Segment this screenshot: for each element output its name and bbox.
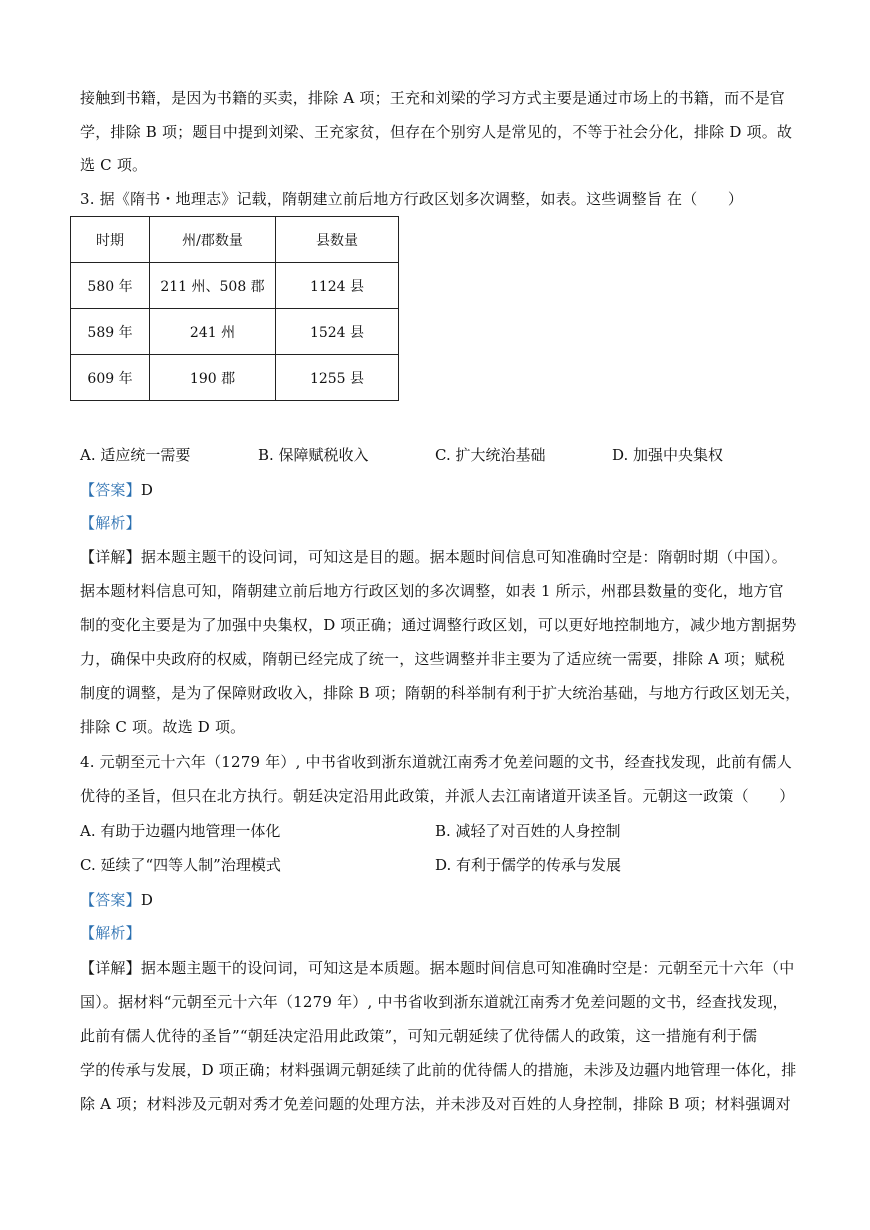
q4-detail-line-5: 除 A 项；材料涉及元朝对秀才免差问题的处理方法，并未涉及对百姓的人身控制，排除 B 项；材料强调对	[80, 1095, 791, 1113]
detail-text: 据本题主题干的设问词，可知这是本质题。据本题时间信息可知准确时空是：元朝至元十六年（中	[140, 959, 795, 977]
q4-stem-line-1: 4. 元朝至元十六年（1279 年）, 中书省收到浙东道就江南秀才免差问题的文书，经查找发现，此前有儒人	[80, 753, 792, 771]
q3-option-c: C. 扩大统治基础	[435, 446, 546, 464]
table-cell: 241 州	[150, 309, 276, 355]
q4-analysis-tag-line	[80, 923, 792, 943]
detail-text: 据本题主题干的设问词，可知这是目的题。据本题时间信息可知准确时空是：隋朝时期（中国）。	[140, 548, 787, 566]
table-cell: 190 郡	[150, 355, 276, 401]
q3-option-b: B. 保障赋税收入	[258, 446, 369, 464]
table-cell: 1255 县	[276, 355, 399, 401]
answer-tag: 【答案】	[80, 481, 141, 499]
q3-detail-line-2: 据本题材料信息可知，隋朝建立前后地方行政区划的多次调整，如表 1 所示，州郡县数量的变化，地方官	[80, 582, 784, 600]
q4-option-a: A. 有助于边疆内地管理一体化	[80, 822, 281, 840]
q3-detail-line-4: 力，确保中央政府的权威，隋朝已经完成了统一，这些调整并非主要为了适应统一需要，排除 A 项；赋税	[80, 650, 785, 668]
analysis-tag: 【解析】	[80, 924, 141, 942]
q3-detail-line-6: 排除 C 项。故选 D 项。	[80, 718, 246, 736]
q3-option-d: D. 加强中央集权	[612, 446, 724, 464]
q3-detail-line-3: 制的变化主要是为了加强中央集权，D 项正确；通过调整行政区划，可以更好地控制地方，减少地方割据势	[80, 616, 797, 634]
table-header: 州/郡数量	[150, 217, 276, 263]
answer-value: D	[140, 481, 154, 499]
intro-line-3: 选 C 项。	[80, 156, 148, 174]
table-cell: 580 年	[71, 263, 150, 309]
q4-detail-line-2: 国）。据材料“元朝至元十六年（1279 年）, 中书省收到浙东道就江南秀才免差问题的文书，经查找发现，	[80, 993, 788, 1011]
q3-detail-line-5: 制度的调整，是为了保障财政收入，排除 B 项；隋朝的科举制有利于扩大统治基础，与地方行政区划无关，	[80, 684, 801, 702]
q4-detail-line-3: 此前有儒人优待的圣旨”“朝廷决定沿用此政策”，可知元朝延续了优待儒人的政策，这一措施有利于儒	[80, 1027, 758, 1045]
q4-option-d: D. 有利于儒学的传承与发展	[435, 856, 622, 874]
q4-detail-line-4: 学的传承与发展，D 项正确；材料强调元朝延续了此前的优待儒人的措施，未涉及边疆内地管理一体化，排	[80, 1061, 797, 1079]
analysis-tag: 【解析】	[80, 514, 141, 532]
table-row	[71, 309, 399, 355]
table-cell: 211 州、508 郡	[150, 263, 276, 309]
q4-option-c: C. 延续了“四等人制”治理模式	[80, 856, 281, 874]
q3-detail-line-1	[80, 547, 792, 567]
q4-option-b: B. 减轻了对百姓的人身控制	[435, 822, 621, 840]
answer-value: D	[140, 891, 154, 909]
q4-stem-line-2: 优待的圣旨，但只在北方执行。朝廷决定沿用此政策，并派人去江南诸道开读圣旨。元朝这一政策（ ）	[80, 787, 795, 805]
q4-detail-line-1	[80, 958, 795, 978]
q3-table	[70, 216, 399, 401]
intro-line-1: 接触到书籍，是因为书籍的买卖，排除 A 项；王充和刘梁的学习方式主要是通过市场上的书籍，而不是官	[80, 89, 785, 107]
table-row	[71, 263, 399, 309]
q3-analysis-tag-line	[80, 513, 792, 533]
table-cell: 1524 县	[276, 309, 399, 355]
table-cell: 1124 县	[276, 263, 399, 309]
q3-answer-line	[80, 480, 792, 500]
q4-answer-line	[80, 890, 792, 910]
q3-option-a: A. 适应统一需要	[80, 446, 191, 464]
table-header: 时期	[71, 217, 150, 263]
table-cell: 609 年	[71, 355, 150, 401]
q3-stem: 3. 据《隋书・地理志》记载，隋朝建立前后地方行政区划多次调整，如表。这些调整旨 在（ ）	[80, 190, 744, 208]
detail-tag: 【详解】	[80, 959, 141, 977]
table-header: 县数量	[276, 217, 399, 263]
table-header-row	[71, 217, 399, 263]
detail-tag: 【详解】	[80, 548, 141, 566]
table-cell: 589 年	[71, 309, 150, 355]
table-row	[71, 355, 399, 401]
answer-tag: 【答案】	[80, 891, 141, 909]
intro-line-2: 学，排除 B 项；题目中提到刘梁、王充家贫，但存在个别穷人是常见的，不等于社会分化，排除 D 项。故	[80, 123, 793, 141]
